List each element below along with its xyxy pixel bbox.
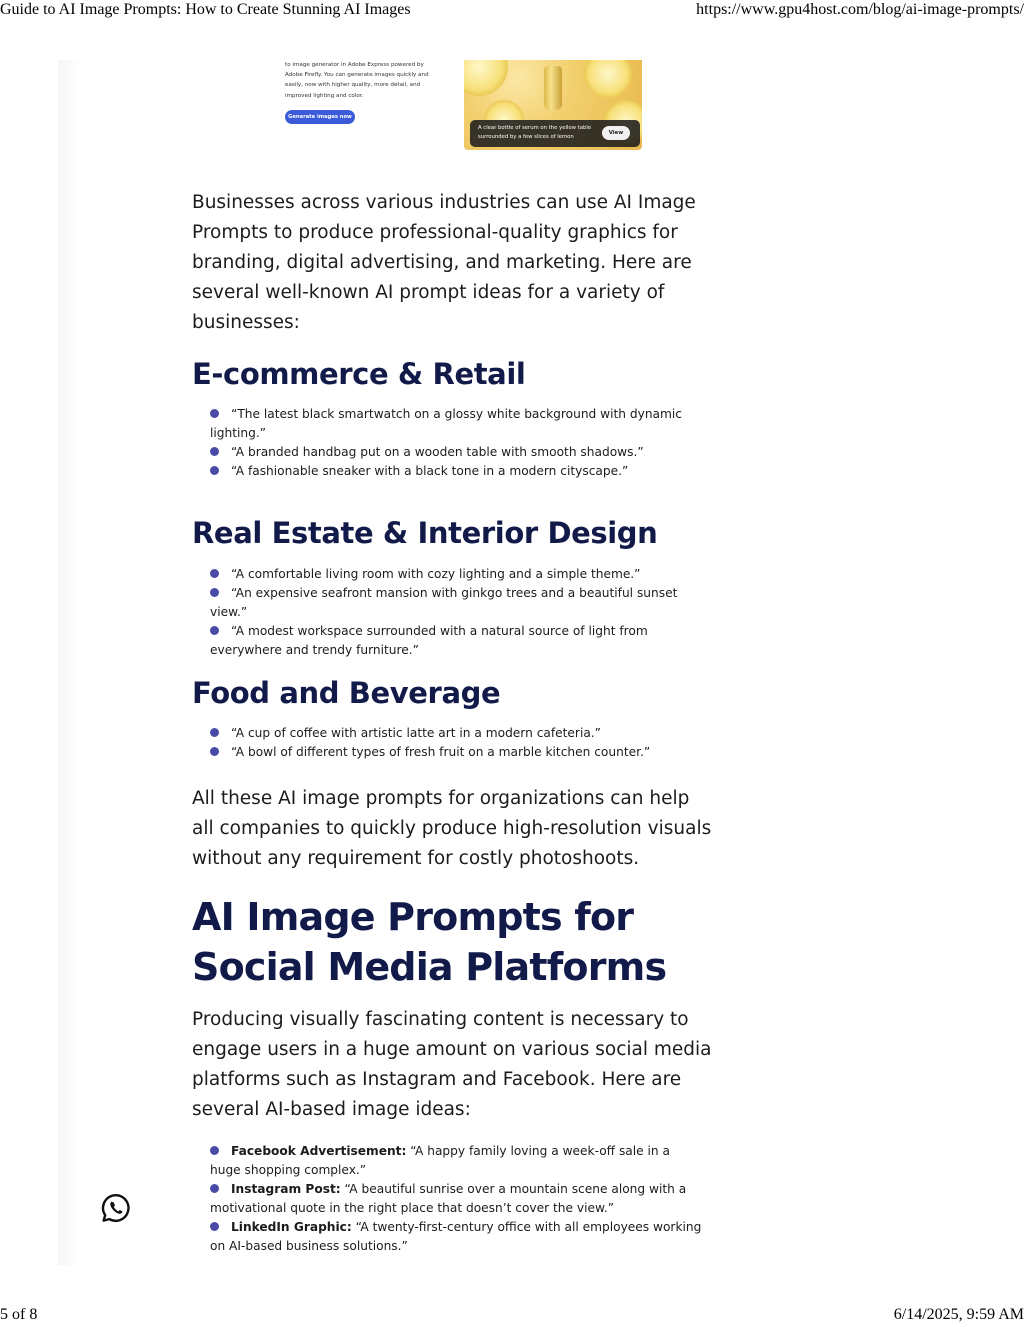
bullet-icon [210, 447, 219, 456]
heading-food-beverage: Food and Beverage [192, 676, 501, 710]
bullet-icon [210, 626, 219, 635]
list-item: “A modest workspace surrounded with a natural source of light from everywhere and trendy furniture.” [210, 624, 648, 657]
bullet-icon [210, 1184, 219, 1193]
heading-real-estate: Real Estate & Interior Design [192, 516, 658, 550]
list-item: “A fashionable sneaker with a black tone in a modern cityscape.” [210, 462, 702, 481]
print-url: https://www.gpu4host.com/blog/ai-image-prompts/ [696, 1, 1024, 18]
print-header [0, 0, 1024, 22]
bullet-icon [210, 728, 219, 737]
list-item: “A bowl of different types of fresh fruit on a marble kitchen counter.” [210, 743, 702, 762]
list-item: LinkedIn Graphic: “A twenty-first-century office with all employees working on AI-based business solutions.” [210, 1220, 702, 1253]
bullet-icon [210, 466, 219, 475]
whatsapp-icon[interactable] [100, 1192, 132, 1224]
bullet-icon [210, 588, 219, 597]
list-item: “The latest black smartwatch on a glossy white background with dynamic lighting.” [210, 407, 682, 440]
social-intro-paragraph: Producing visually fascinating content is necessary to engage users in a huge amount on various social media platforms such as Instagram and Facebook. Here are several AI-based image ideas: [192, 1009, 712, 1120]
heading-social-media: AI Image Prompts for Social Media Platforms [192, 895, 667, 989]
bullet-icon [210, 409, 219, 418]
summary-paragraph: All these AI image prompts for organizations can help all companies to quickly produce high-resolution visuals without any requirement for costly photoshoots. [192, 788, 712, 869]
bullet-icon [210, 1146, 219, 1155]
list-item: “An expensive seafront mansion with ginkgo trees and a beautiful sunset view.” [210, 586, 678, 619]
real-estate-list [210, 565, 702, 660]
sidebar-shadow [58, 60, 80, 1265]
promo-text: to image generator in Adobe Express powered by Adobe Firefly. You can generate images quickly and easily, now with higher quality, more detail, and improved lighting and color. [285, 62, 429, 99]
intro-paragraph: Businesses across various industries can use AI Image Prompts to produce professional-quality graphics for branding, digital advertising, and marketing. Here are several well-known AI prompt ideas for a variety of businesses: [192, 192, 696, 333]
bullet-icon [210, 1222, 219, 1231]
list-item: Instagram Post: “A beautiful sunrise over a mountain scene along with a motivational quote in the right place that doesn’t cover the view.” [210, 1182, 687, 1215]
page-number: 5 of 8 [0, 1306, 38, 1323]
list-item: “A comfortable living room with cozy lighting and a simple theme.” [210, 565, 702, 584]
list-item: “A cup of coffee with artistic latte art in a modern cafeteria.” [210, 724, 702, 743]
bullet-icon [210, 569, 219, 578]
print-title: Guide to AI Image Prompts: How to Create Stunning AI Images [0, 1, 411, 18]
ecommerce-list [210, 405, 702, 481]
generate-images-button[interactable]: Generate images now [285, 110, 355, 124]
bullet-icon [210, 747, 219, 756]
print-footer [0, 1305, 1024, 1327]
social-list [210, 1142, 702, 1256]
list-item: “A branded handbag put on a wooden table with smooth shadows.” [210, 443, 702, 462]
food-beverage-list [210, 724, 702, 762]
view-button[interactable]: View [602, 126, 630, 140]
print-datetime: 6/14/2025, 9:59 AM [893, 1306, 1024, 1323]
promo-caption-text: A clear bottle of serum on the yellow table surrounded by a few slices of lemon [478, 125, 592, 141]
promo-caption [470, 120, 640, 147]
heading-ecommerce: E-commerce & Retail [192, 357, 526, 391]
list-item: Facebook Advertisement: “A happy family loving a week-off sale in a huge shopping complex.” [210, 1144, 670, 1177]
